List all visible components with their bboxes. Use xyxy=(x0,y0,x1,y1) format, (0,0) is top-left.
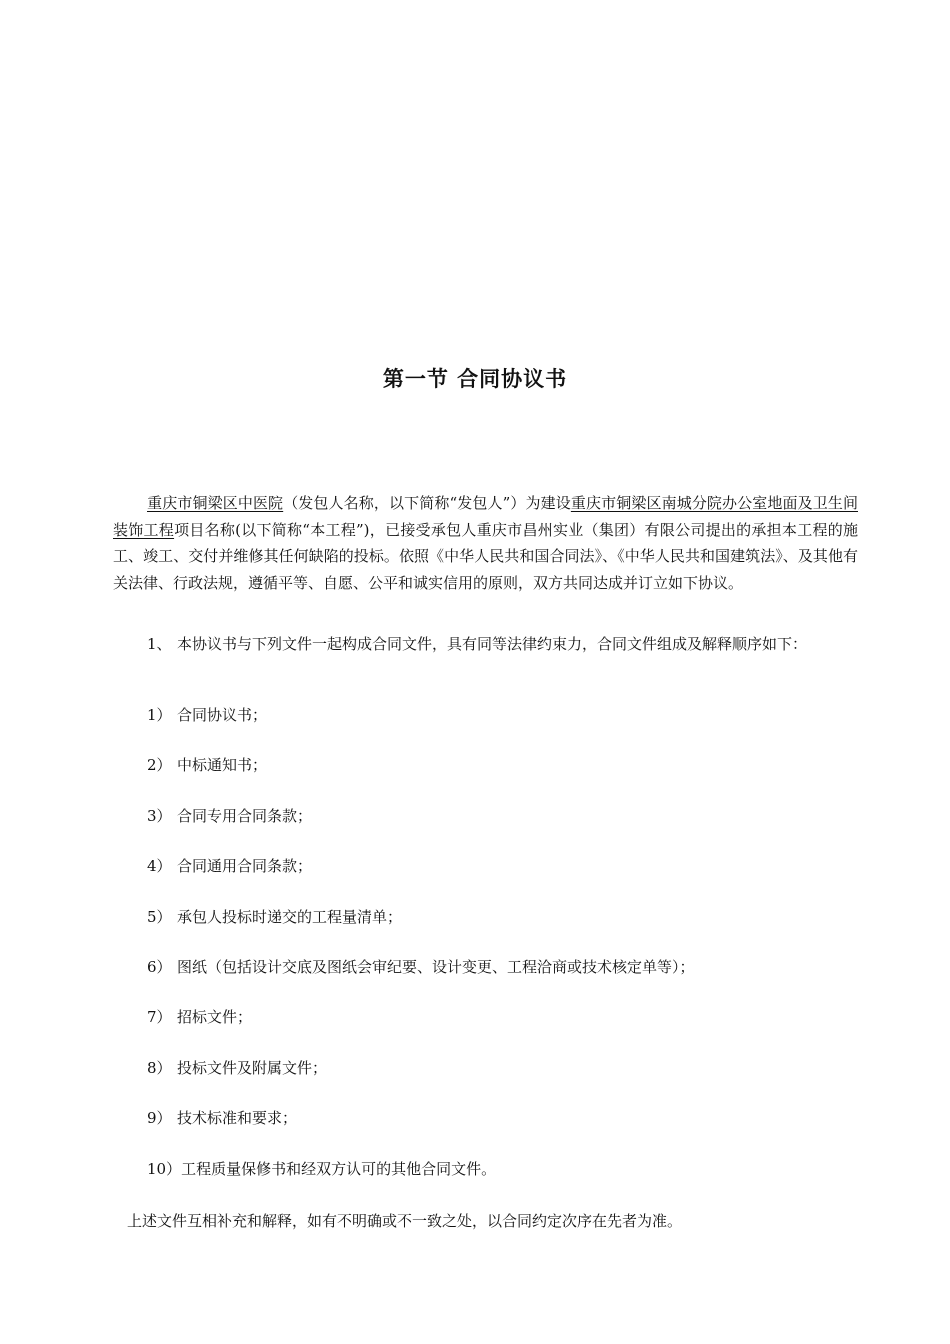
list-item-number: 8） xyxy=(147,1058,172,1077)
project-name: 重庆市铜梁区南城分院办公室地面及卫生间装饰工程 xyxy=(113,494,858,539)
list-item-number: 3） xyxy=(147,806,172,825)
list-item xyxy=(147,752,695,802)
list-item-number: 7） xyxy=(147,1008,172,1027)
list-item xyxy=(147,702,695,752)
list-item-text: 图纸（包括设计交底及图纸会审纪要、设计变更、工程洽商或技术核定单等）； xyxy=(177,957,695,976)
list-item-text: 技术标准和要求； xyxy=(177,1109,298,1128)
contract-documents-list xyxy=(147,702,695,1206)
list-item xyxy=(147,1105,695,1155)
article-1-text: 本协议书与下列文件一起构成合同文件，具有同等法律约束力，合同文件组成及解释顺序如下： xyxy=(177,635,808,653)
list-item-text: 招标文件； xyxy=(177,1008,253,1027)
list-item-text: 中标通知书； xyxy=(177,756,268,775)
intro-paragraph xyxy=(113,490,858,596)
list-item-text: 承包人投标时递交的工程量清单； xyxy=(177,907,403,926)
list-item-number: 9） xyxy=(147,1109,172,1128)
list-item-number: 1） xyxy=(147,706,172,724)
list-item xyxy=(147,1156,695,1206)
list-item-number: 2） xyxy=(147,756,172,775)
list-item-number: 10） xyxy=(147,1159,182,1178)
intro-text-1: （发包人名称，以下简称“发包人”）为建设 xyxy=(283,494,571,512)
list-item-text: 合同协议书； xyxy=(177,706,268,724)
list-item xyxy=(147,1004,695,1054)
list-item xyxy=(147,853,695,903)
article-1-number: 1、 xyxy=(147,635,172,653)
list-item xyxy=(147,954,695,1004)
list-item xyxy=(147,803,695,853)
employer-name: 重庆市铜梁区中医院 xyxy=(147,494,284,512)
list-item-number: 4） xyxy=(147,857,172,876)
list-item-number: 6） xyxy=(147,957,172,976)
list-item-text: 投标文件及附属文件； xyxy=(177,1058,328,1077)
article-1 xyxy=(147,630,859,659)
list-item-number: 5） xyxy=(147,907,172,926)
list-item-text: 合同通用合同条款； xyxy=(177,857,313,876)
page-title: 第一节 合同协议书 xyxy=(382,367,568,391)
list-item-text: 工程质量保修书和经双方认可的其他合同文件。 xyxy=(181,1159,497,1178)
intro-text-2: 项目名称(以下简称“本工程”)，已接受承包人重庆市昌州实业（集团）有限公司提出的承担本工程的施工、竣工、交付并维修其任何缺陷的投标。依照《中华人民共和国合同法》、《中华人民共和国建筑法》、及其他有关法律、行政法规，遵循平等、自愿、公平和诚实信用的原则，双方共同达成并订立如下协议。 xyxy=(113,520,858,592)
closing-paragraph: 上述文件互相补充和解释，如有不明确或不一致之处，以合同约定次序在先者为准。 xyxy=(127,1212,683,1230)
list-item-text: 合同专用合同条款； xyxy=(177,806,313,825)
list-item xyxy=(147,904,695,954)
list-item xyxy=(147,1055,695,1105)
